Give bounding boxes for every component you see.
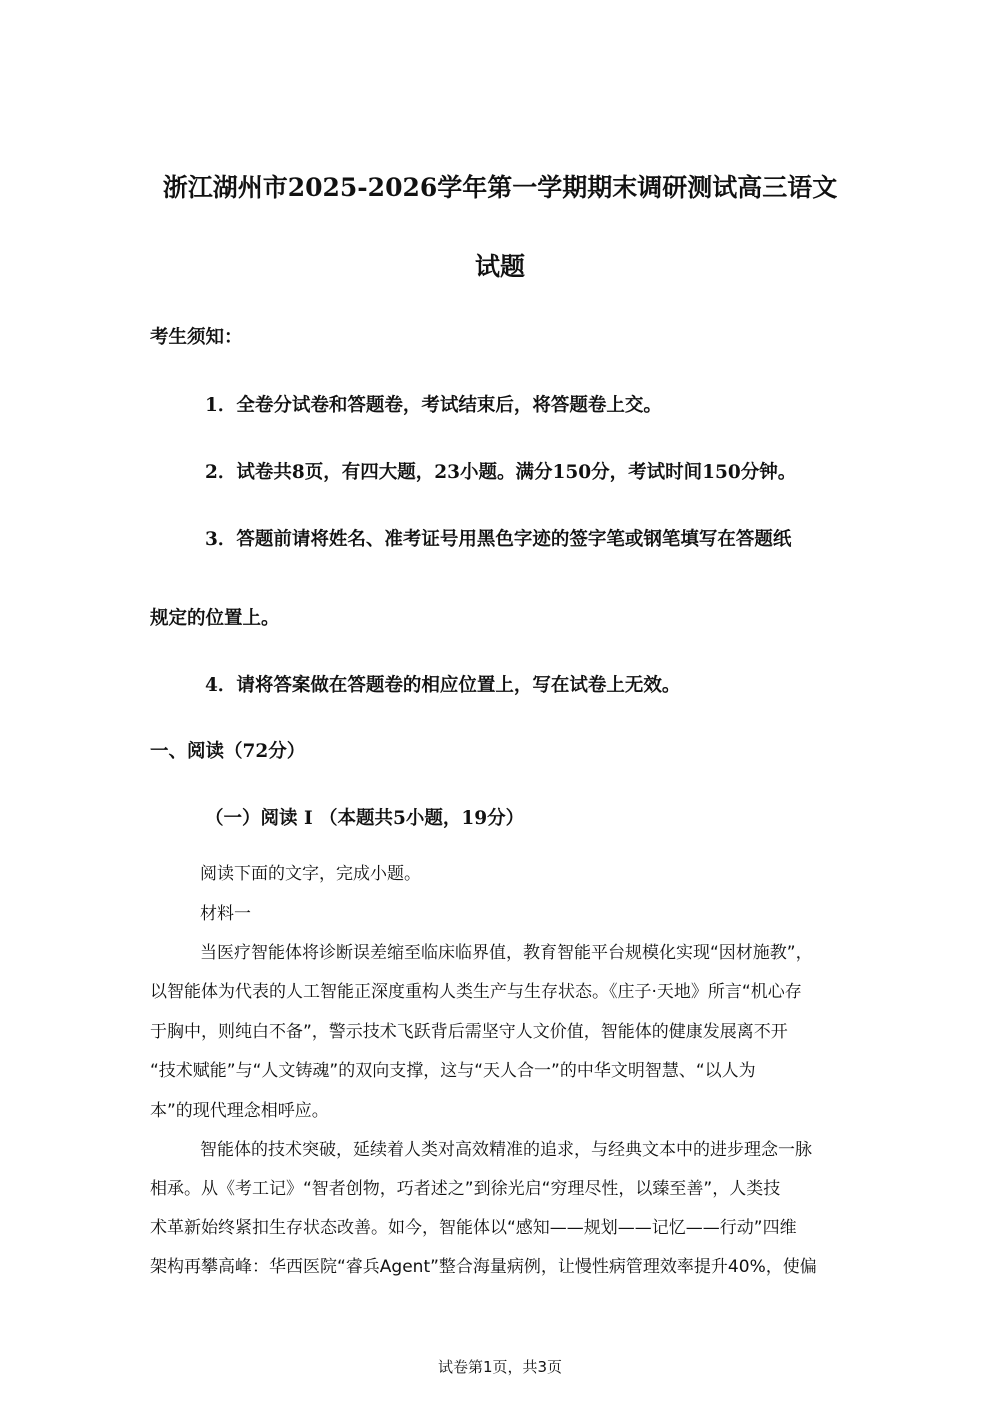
notice-item-1: 1．全卷分试卷和答题卷，考试结束后，将答题卷上交。 — [205, 395, 662, 416]
document-title-line-2: 试题 — [474, 252, 525, 281]
passage-line: 本”的现代理念相呼应。 — [150, 1101, 329, 1121]
passage-line: 当医疗智能体将诊断误差缩至临床临界值，教育智能平台规模化实现“因材施教”， — [200, 943, 813, 963]
material-label: 材料一 — [200, 904, 251, 924]
passage-line: 术革新始终紧扣生存状态改善。如今，智能体以“感知——规划——记忆——行动”四维 — [150, 1218, 797, 1238]
notice-item-2: 2．试卷共8页，有四大题，23小题。满分150分，考试时间150分钟。 — [205, 462, 797, 483]
notice-heading: 考生须知： — [150, 327, 243, 348]
section-heading: 一、阅读（72分） — [150, 741, 306, 762]
notice-item-4: 4．请将答案做在答题卷的相应位置上，写在试卷上无效。 — [205, 675, 681, 696]
reading-instruction: 阅读下面的文字，完成小题。 — [200, 864, 421, 884]
document-title-line-1: 浙江湖州市2025-2026学年第一学期期末调研测试高三语文 — [162, 173, 838, 202]
notice-item-3-continued: 规定的位置上。 — [150, 608, 280, 629]
notice-item-3: 3．答题前请将姓名、准考证号用黑色字迹的签字笔或钢笔填写在答题纸 — [205, 529, 792, 550]
page-footer: 试卷第1页，共3页 — [437, 1358, 563, 1376]
passage-line: 以智能体为代表的人工智能正深度重构人类生产与生存状态。《庄子·天地》所言“机心存 — [150, 982, 802, 1002]
passage-line: 架构再攀高峰：华西医院“睿兵Agent”整合海量病例，让慢性病管理效率提升40%，使偏 — [150, 1257, 817, 1277]
passage-line: 相承。从《考工记》“智者创物，巧者述之”到徐光启“穷理尽性，以臻至善”，人类技 — [150, 1179, 781, 1199]
passage-line: 于胸中，则纯白不备”，警示技术飞跃背后需坚守人文价值，智能体的健康发展离不开 — [150, 1022, 788, 1042]
passage-line: “技术赋能”与“人文铸魂”的双向支撑，这与“天人合一”的中华文明智慧、“以人为 — [150, 1061, 756, 1081]
passage-line: 智能体的技术突破，延续着人类对高效精准的追求，与经典文本中的进步理念一脉 — [200, 1140, 812, 1160]
section-subheading: （一）阅读 I （本题共5小题，19分） — [205, 808, 525, 829]
